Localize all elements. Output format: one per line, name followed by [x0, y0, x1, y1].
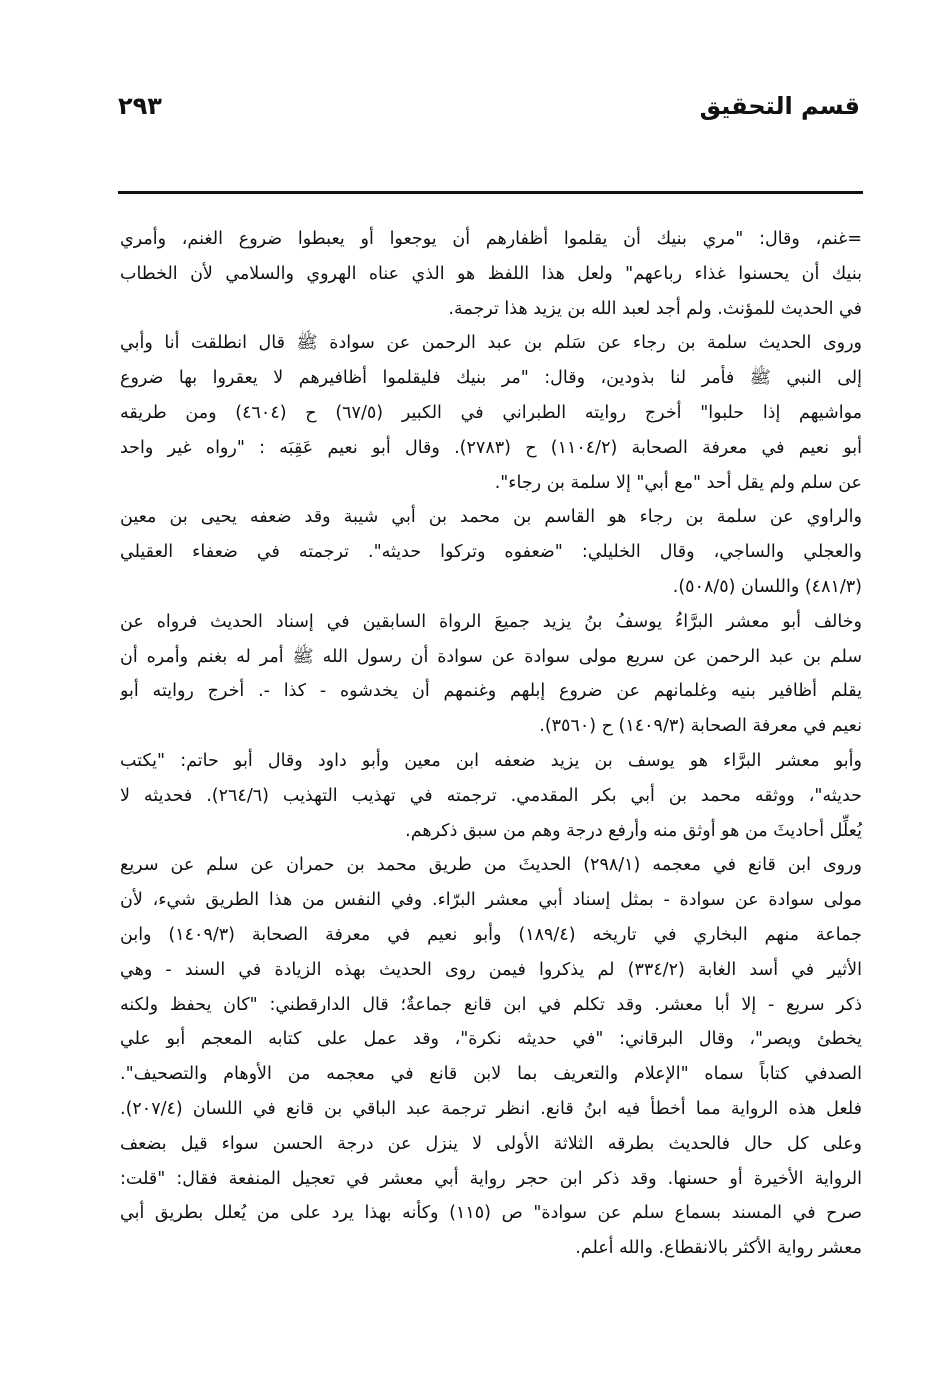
text-line: يُعلِّل أحاديثَ من هو أوثق منه وأرفع درجة وهم من سبق ذكرهم.	[405, 820, 862, 841]
text-line: مواشيهم إذا حلبوا" أخرج روايته الطبراني في الكبير (٦٧/٥) ح (٤٦٠٤) ومن طريقه	[120, 402, 862, 423]
text-line: إلى النبي ﷺ فأمر لنا بذودين، وقال: "مر بنيك فليقلموا أظافيرهم لا يعقروا بها ضروع	[120, 368, 862, 389]
page-number: ٢٩٣	[118, 92, 162, 120]
text-line: صرح في المسند بسماع سلم عن سوادة" ص (١١٥) وكأنه بهذا يرد على من يُعلل بطريق أبي	[120, 1203, 862, 1224]
section-title: قسم التحقيق	[699, 92, 860, 120]
text-line: يخطئ ويصر"، وقال البرقاني: "في حديثه نكرة"، وقد عمل على كتابه المعجم أبو علي	[120, 1029, 862, 1050]
footnote-text	[120, 222, 862, 1266]
text-line: الصدفي كتاباً سماه "الإعلام والتعريف بما لابن قانع في معجمه من الأوهام والتصحيف".	[120, 1064, 862, 1085]
text-line: وروى ابن قانع في معجمه (٢٩٨/١) الحديثَ من طريق محمد بن حمران عن سلم عن سريع	[120, 855, 862, 876]
text-line: وروى الحديث سلمة بن رجاء عن سَلم بن عبد الرحمن عن سوادة ﷺ قال انطلقت أنا وأبي	[120, 333, 862, 354]
text-line: الرواية الأخيرة أو حسنها. وقد ذكر ابن حجر رواية أبي معشر في تعجيل المنفعة فقال: "قلت:	[120, 1168, 862, 1189]
text-line: مولى سوادة عن سوادة - بمثل إسناد أبي معشر البرّاء. وفي النفس من هذا الطريق شيء، لأن	[120, 890, 862, 911]
text-line: وخالف أبو معشر البرَّاءُ يوسفُ بنُ يزيد جميعَ الرواة السابقين في إسناد الحديث فرواه عن	[120, 611, 862, 632]
text-line: والراوي عن سلمة بن رجاء هو القاسم بن محمد بن أبي شيبة وقد ضعفه يحيى بن معين	[120, 507, 862, 528]
text-line: وعلى كل حال فالحديث بطرقه الثلاثة الأولى لا ينزل عن درجة الحسن سواء قيل بضعف	[120, 1133, 862, 1154]
text-line: بنيك أن يحسنوا غذاء رباعهم" ولعل هذا اللفظ هو الذي عناه الهروي والسلامي لأن الخطاب	[120, 263, 862, 284]
text-line: حديثه"، ووثقه محمد بن أبي بكر المقدمي. ترجمته في تهذيب التهذيب (٢٦٤/٦). فحديثه لا	[120, 785, 862, 806]
text-line: وأبو معشر البرَّاء هو يوسف بن يزيد ضعفه ابن معين وأبو داود وقال أبو حاتم: "يكتب	[120, 750, 862, 771]
footnote-divider	[118, 191, 863, 194]
text-line: يقلم أظافير بنيه وغلمانهم عن ضروع إبلهم وغنمهم أن يخدشوه - كذا -. أخرج روايته أبو	[120, 681, 862, 702]
text-line: والعجلي والساجي، وقال الخليلي: "ضعفوه وتركوا حديثه". ترجمته في ضعفاء العقيلي	[120, 542, 862, 563]
text-line: (٤٨١/٣) واللسان (٥٠٨/٥).	[672, 576, 862, 597]
text-line: أبو نعيم في معرفة الصحابة (١١٠٤/٢) ح (٢٧٨٣). وقال أبو نعيم عَقِبَه : "رواه غير واحد	[120, 437, 862, 458]
text-line: الأثير في أسد الغابة (٣٣٤/٢) لم يذكروا فيمن روى الحديث بهذه الزيادة في السند - وهي	[120, 959, 862, 980]
text-line: في الحديث للمؤنث. ولم أجد لعبد الله بن يزيد هذا ترجمة.	[448, 298, 862, 319]
text-line: ذكر سريع - إلا أبا معشر. وقد تكلم في ابن قانع جماعةٌ؛ قال الدارقطني: "كان يحفظ ولكنه	[120, 994, 862, 1015]
text-line: عن سلم ولم يقل أحد "مع أبي" إلا سلمة بن رجاء".	[494, 472, 862, 493]
text-line: فلعل هذه الرواية مما أخطأ فيه ابنُ قانع. انظر ترجمة عبد الباقي بن قانع في اللسان (٢٠٧/٤).	[120, 1098, 862, 1119]
text-line: جماعة منهم البخاري في تاريخه (١٨٩/٤) وأبو نعيم في معرفة الصحابة (١٤٠٩/٣) وابن	[120, 924, 862, 945]
text-line: معشر رواية الأكثر بالانقطاع. والله أعلم.	[575, 1238, 862, 1259]
text-line: نعيم في معرفة الصحابة (١٤٠٩/٣) ح (٣٥٦٠).	[539, 716, 862, 737]
text-line: سلم بن عبد الرحمن عن سريع مولى سوادة عن سوادة أن رسول الله ﷺ أمر له بغنم وأمره أن	[120, 646, 862, 667]
text-line: =غنم، وقال: "مري بنيك أن يقلموا أظفارهم أن يوجعوا أو يعبطوا ضروع الغنم، وأمري	[120, 229, 862, 249]
